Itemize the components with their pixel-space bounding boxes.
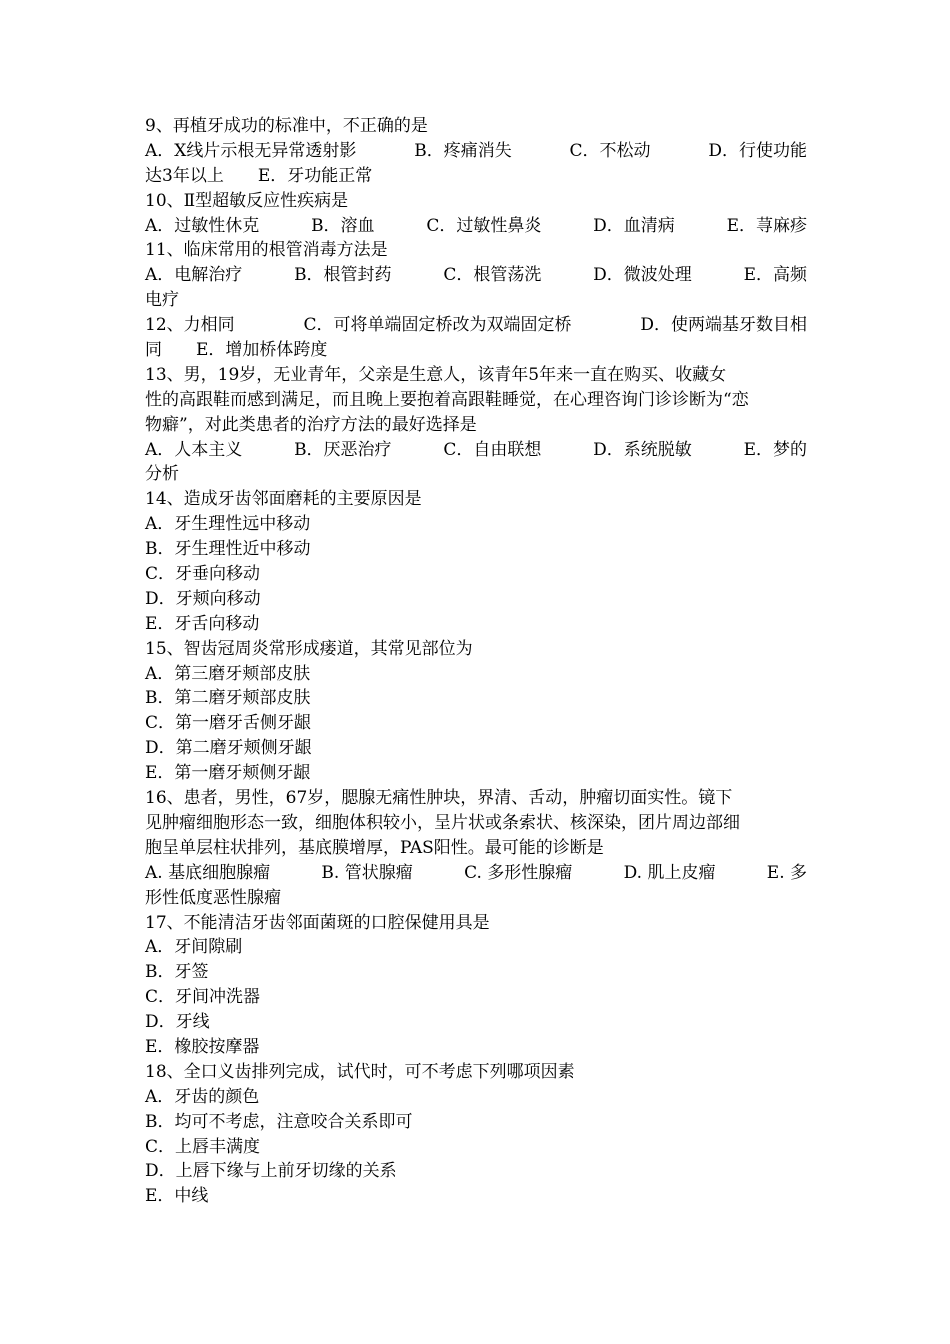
question-stem: 14、造成牙齿邻面磨耗的主要原因是	[145, 489, 422, 510]
option-text: D. 肌上皮瘤	[623, 862, 716, 883]
option-text: A．电解治疗	[145, 265, 243, 286]
text-line: A．第三磨牙颊部皮肤	[145, 663, 311, 684]
options-row	[145, 438, 807, 463]
option-text: A．人本主义	[145, 439, 243, 460]
question-list	[145, 114, 807, 1209]
text-line: 同 E．增加桥体跨度	[145, 340, 328, 361]
text-line: E．牙舌向移动	[145, 613, 260, 634]
option-text: B．根管封药	[294, 265, 392, 286]
options-row	[145, 214, 807, 239]
option-text: C. 多形性腺瘤	[464, 862, 573, 883]
option-text: D．使两端基牙数目相	[640, 315, 807, 336]
option-text: A. 基底细胞腺瘤	[145, 862, 271, 883]
text-line: C．上唇丰满度	[145, 1136, 261, 1157]
option-text: D．血清病	[593, 215, 675, 236]
options-row	[145, 263, 807, 288]
text-line: 电疗	[145, 290, 179, 311]
option-text: C．可将单端固定桥改为双端固定桥	[303, 315, 572, 336]
options-row	[145, 861, 807, 886]
text-line: E．中线	[145, 1186, 209, 1207]
text-line: E．第一磨牙颊侧牙龈	[145, 763, 311, 784]
text-line: B．牙生理性近中移动	[145, 539, 311, 560]
text-line: E．橡胶按摩器	[145, 1036, 260, 1057]
option-text: A．X线片示根无异常透射影	[145, 140, 357, 161]
text-line: 分析	[145, 464, 179, 485]
text-line: C．牙垂向移动	[145, 564, 261, 585]
text-line: B．第二磨牙颊部皮肤	[145, 688, 311, 709]
option-text: 12、力相同	[145, 315, 235, 336]
question-stem: 11、临床常用的根管消毒方法是	[145, 240, 388, 261]
option-text: C．不松动	[569, 140, 651, 161]
option-text: B．厌恶治疗	[294, 439, 392, 460]
options-row	[145, 313, 807, 338]
text-line: 见肿瘤细胞形态一致，细胞体积较小，呈片状或条索状、核深染，团片周边部细	[145, 812, 740, 833]
text-line: C．牙间冲洗器	[145, 987, 261, 1008]
text-line: D．第二磨牙颊侧牙龈	[145, 738, 312, 759]
text-line: A．牙生理性远中移动	[145, 514, 311, 535]
option-text: E．梦的	[743, 439, 807, 460]
text-line: 性的高跟鞋而感到满足，而且晚上要抱着高跟鞋睡觉，在心理咨询门诊诊断为“恋	[145, 389, 749, 410]
question-stem: 17、不能清洁牙齿邻面菌斑的口腔保健用具是	[145, 912, 490, 933]
option-text: B．疼痛消失	[414, 140, 512, 161]
option-text: E. 多	[766, 862, 807, 883]
text-line: 胞呈单层柱状排列，基底膜增厚，PAS阳性。最可能的诊断是	[145, 837, 604, 858]
option-text: D．行使功能	[708, 140, 807, 161]
option-text: E．高频	[743, 265, 807, 286]
option-text: C．根管荡洗	[443, 265, 542, 286]
question-stem: 10、Ⅱ型超敏反应性疾病是	[145, 190, 349, 211]
question-stem: 15、智齿冠周炎常形成瘘道，其常见部位为	[145, 638, 473, 659]
text-line: D．上唇下缘与上前牙切缘的关系	[145, 1161, 397, 1182]
option-text: B．溶血	[311, 215, 375, 236]
option-text: E．荨麻疹	[726, 215, 807, 236]
text-line: C．第一磨牙舌侧牙龈	[145, 713, 312, 734]
text-line: B．牙签	[145, 962, 209, 983]
option-text: C．自由联想	[443, 439, 542, 460]
option-text: B. 管状腺瘤	[321, 862, 413, 883]
text-line: 物癖”，对此类患者的治疗方法的最好选择是	[145, 414, 477, 435]
question-stem: 16、患者，男性，67岁，腮腺无痛性肿块，界清、舌动，肿瘤切面实性。镜下	[145, 788, 733, 809]
text-line: D．牙线	[145, 1012, 210, 1033]
text-line: B．均可不考虑，注意咬合关系即可	[145, 1111, 413, 1132]
option-text: A．过敏性休克	[145, 215, 260, 236]
option-text: C．过敏性鼻炎	[426, 215, 542, 236]
text-line: 达3年以上 E．牙功能正常	[145, 165, 373, 186]
text-line: A．牙间隙刷	[145, 937, 243, 958]
question-stem: 18、全口义齿排列完成，试代时，可不考虑下列哪项因素	[145, 1061, 575, 1082]
text-line: A．牙齿的颜色	[145, 1086, 260, 1107]
option-text: D．微波处理	[593, 265, 692, 286]
question-stem: 13、男，19岁，无业青年，父亲是生意人，该青年5年来一直在购买、收藏女	[145, 364, 727, 385]
text-line: 形性低度恶性腺瘤	[145, 887, 281, 908]
options-row	[145, 139, 807, 164]
text-line: D．牙颊向移动	[145, 588, 261, 609]
question-stem: 9、再植牙成功的标准中，不正确的是	[145, 116, 428, 136]
option-text: D．系统脱敏	[593, 439, 692, 460]
